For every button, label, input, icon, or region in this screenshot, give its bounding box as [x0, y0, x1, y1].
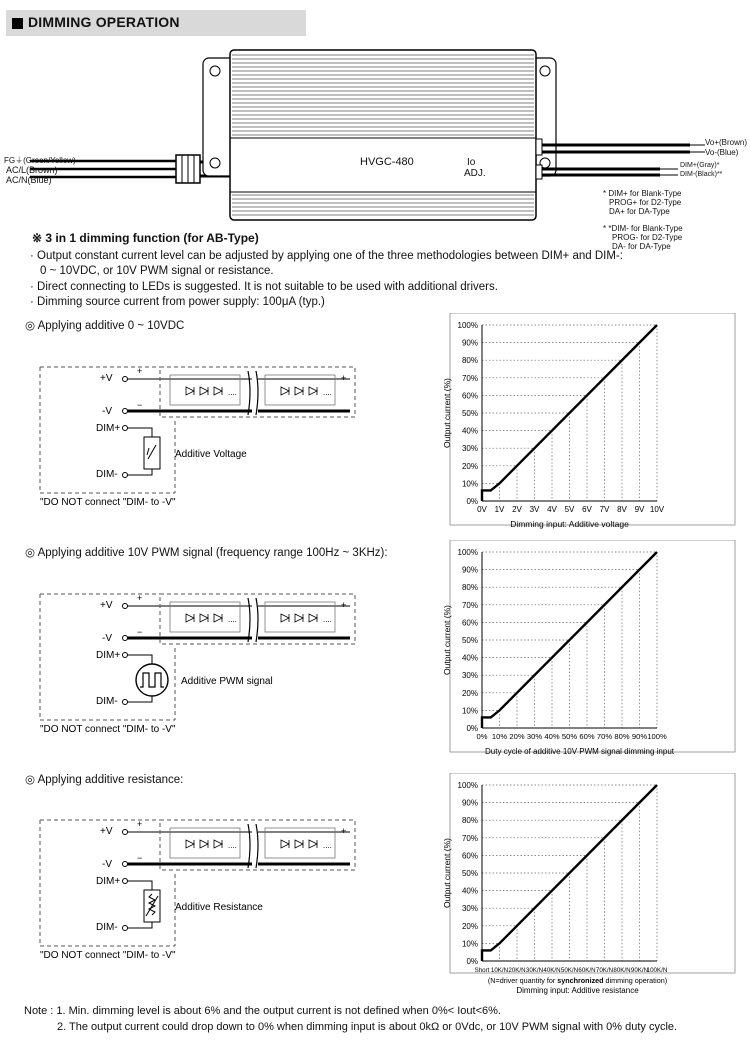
y-tick-label: 20%: [461, 461, 478, 471]
x-tick-label: 30K/N: [525, 967, 544, 974]
dim-plus-label: DIM+: [96, 650, 121, 661]
led-diode-icon: [309, 840, 317, 848]
led-diode-icon: [281, 840, 289, 848]
x-tick-label: 60K/N: [578, 967, 596, 974]
x-tick-label: 1V: [494, 505, 505, 514]
minus-sign: −: [137, 853, 143, 863]
x-tick-label: 7V: [599, 505, 610, 514]
ellipsis: ....: [228, 388, 237, 397]
x-tick-label: 8V: [617, 505, 627, 514]
x-tick-label: 50%: [561, 732, 578, 741]
section-pwm-title: ◎ Applying additive 10V PWM signal (frequency range 100Hz ~ 3KHz):: [25, 547, 388, 559]
io-adj-label-2: ADJ.: [464, 168, 486, 179]
y-tick-label: 80%: [461, 583, 478, 593]
led-diode-icon: [309, 614, 317, 622]
x-tick-label: 20%: [509, 732, 525, 741]
note-line-1: Note : 1. Min. dimming level is about 6% and the output current is not defined when 0%< Iout<6%.: [24, 1005, 501, 1017]
io-adj-label-1: Io: [467, 157, 476, 168]
footnote-da-plus: DA+ for DA-Type: [609, 207, 670, 216]
led-diode-icon: [186, 840, 194, 848]
y-tick-label: 30%: [461, 904, 478, 914]
y-tick-label: 90%: [461, 338, 478, 348]
dim-minus-label: DIM-: [96, 469, 118, 480]
x-tick-label: 0V: [477, 505, 487, 514]
footnote-prog-plus: PROG+ for D2-Type: [609, 198, 682, 207]
wire-label-acn: AC/N(Blue): [6, 175, 52, 185]
y-tick-label: 50%: [461, 636, 478, 645]
minus-sign: −: [341, 634, 347, 644]
x-tick-label: 80K/N: [613, 967, 631, 974]
y-tick-label: 80%: [461, 816, 478, 826]
warning-text: "DO NOT connect "DIM- to -V": [40, 950, 176, 958]
x-tick-label: 50K/N: [560, 967, 579, 974]
intro-bullet-text: Dimming source current from power supply: 100μA (typ.): [37, 296, 325, 308]
y-tick-label: 30%: [461, 444, 478, 454]
plus-sign: +: [341, 373, 347, 383]
dim-plus-label: DIM+: [96, 423, 121, 434]
y-tick-label: 50%: [461, 409, 478, 418]
footnote-da-minus: DA- for DA-Type: [612, 242, 671, 251]
x-tick-label: 0%: [476, 732, 488, 741]
ellipsis: ....: [323, 615, 332, 624]
x-axis-label: Dimming input: Additive voltage: [510, 519, 629, 529]
pwm-source-icon: [136, 664, 168, 696]
dimming-circuit: [0, 592, 360, 732]
intro-bullet: · Output constant current level can be adjusted by applying one of the three methodologies between DIM+ and DIM-:: [30, 250, 623, 262]
x-tick-label: 70K/N: [595, 967, 614, 974]
led-diode-icon: [186, 614, 194, 622]
footnote-prog-minus: PROG- for D2-Type: [612, 233, 683, 242]
ellipsis: ....: [228, 615, 237, 624]
y-tick-label: 40%: [461, 653, 478, 663]
y-tick-label: 90%: [461, 798, 478, 808]
footnote-dim-plus: * DIM+ for Blank-Type: [603, 189, 682, 198]
x-axis-label: Dimming input: Additive resistance: [516, 986, 639, 995]
warning-text: "DO NOT connect "DIM- to -V": [40, 497, 176, 505]
intro-bullet: · Direct connecting to LEDs is suggested. It is not suitable to be used with additional drivers.: [30, 281, 498, 293]
minus-sign: −: [137, 627, 143, 637]
ellipsis: ....: [323, 841, 332, 850]
y-tick-label: 60%: [461, 851, 478, 861]
plus-v-label: +V: [100, 600, 113, 611]
plus-sign: +: [137, 819, 143, 829]
x-tick-label: 10K/N: [490, 967, 509, 974]
warning-text: "DO NOT connect "DIM- to -V": [40, 724, 176, 732]
x-tick-label: 70%: [596, 732, 613, 741]
minus-sign: −: [137, 400, 143, 410]
output-current-line: [482, 552, 657, 728]
x-tick-label: 60%: [579, 732, 595, 741]
black-square-icon: [12, 18, 23, 29]
x-tick-label: 3V: [529, 505, 540, 514]
y-tick-label: 40%: [461, 426, 478, 436]
x-axis-label: Duty cycle of additive 10V PWM signal dimming input: [485, 747, 674, 756]
intro-bullet-cont: 0 ~ 10VDC, or 10V PWM signal or resistance.: [40, 265, 274, 277]
intro-bullet-text: Output constant current level can be adjusted by applying one of the three methodologies between DIM+ and DIM-:: [37, 250, 623, 262]
y-tick-label: 40%: [461, 886, 478, 896]
led-diode-icon: [295, 614, 303, 622]
y-tick-label: 20%: [461, 921, 478, 931]
minus-v-label: -V: [102, 859, 112, 870]
dim-minus-label: DIM-: [96, 922, 118, 933]
x-tick-label: 90%: [631, 732, 648, 741]
output-current-line: [482, 785, 657, 961]
dimming-element-label: Additive Voltage: [175, 449, 247, 460]
section-voltage-title: ◎ Applying additive 0 ~ 10VDC: [25, 320, 185, 332]
led-diode-icon: [200, 614, 208, 622]
plus-v-label: +V: [100, 826, 113, 837]
y-tick-label: 10%: [461, 479, 478, 489]
output-current-chart: [430, 540, 740, 780]
x-tick-label: 5V: [564, 505, 575, 514]
section-header: [6, 10, 306, 36]
section-resistance-title: ◎ Applying additive resistance:: [25, 774, 184, 786]
y-tick-label: 80%: [461, 356, 478, 366]
y-tick-label: 100%: [457, 321, 478, 330]
x-tick-label: 4V: [547, 505, 557, 514]
x-tick-label: 90K/N: [630, 967, 649, 974]
plus-sign: +: [341, 826, 347, 836]
y-tick-label: 70%: [461, 373, 478, 383]
y-axis-label: Output current (%): [442, 378, 452, 448]
y-tick-label: 0%: [466, 497, 478, 506]
led-diode-icon: [200, 387, 208, 395]
note-line-2: 2. The output current could drop down to 0% when dimming input is about 0kΩ or 0Vdc, or 10V PWM signal with 0% duty cycle.: [57, 1021, 678, 1033]
wire-label-fg: FG⏚(Green/Yellow): [4, 156, 76, 165]
dimming-circuit: [0, 365, 360, 505]
x-tick-label: 9V: [634, 505, 645, 514]
y-axis-label: Output current (%): [442, 838, 452, 908]
plus-v-label: +V: [100, 373, 113, 384]
dimming-circuit: [0, 818, 360, 958]
led-diode-icon: [214, 387, 222, 395]
x-tick-label: 100K/N: [646, 967, 668, 974]
plus-sign: +: [137, 593, 143, 603]
y-tick-label: 10%: [461, 939, 478, 949]
x-tick-label: 80%: [614, 732, 630, 741]
y-tick-label: 70%: [461, 833, 478, 843]
minus-v-label: -V: [102, 633, 112, 644]
led-diode-icon: [295, 387, 303, 395]
y-tick-label: 30%: [461, 671, 478, 681]
y-tick-label: 0%: [466, 724, 478, 733]
x-tick-label: 10V: [649, 505, 665, 514]
led-diode-icon: [214, 840, 222, 848]
y-tick-label: 0%: [466, 957, 478, 966]
led-diode-icon: [309, 387, 317, 395]
dim-plus-label: DIM+: [96, 876, 121, 887]
dimming-element-label: Additive Resistance: [175, 902, 263, 913]
y-tick-label: 20%: [461, 688, 478, 698]
led-diode-icon: [295, 840, 303, 848]
intro-bullet: · Dimming source current from power supply: 100μA (typ.): [30, 296, 325, 308]
footnote-dim-minus: * *DIM- for Blank-Type: [603, 224, 683, 233]
wire-label-vo-plus: Vo+(Brown): [705, 138, 748, 147]
minus-sign: −: [341, 860, 347, 870]
output-current-chart: [430, 313, 740, 553]
wire-label-vo-minus: Vo-(Blue): [705, 148, 739, 157]
output-current-line: [482, 325, 657, 501]
x-tick-label: 10%: [491, 732, 508, 741]
x-tick-label: 100%: [647, 732, 667, 741]
y-tick-label: 60%: [461, 391, 478, 401]
x-tick-label: 6V: [582, 505, 592, 514]
y-tick-label: 50%: [461, 869, 478, 878]
output-current-chart: [430, 773, 740, 1013]
dimming-element-label: Additive PWM signal: [181, 676, 273, 687]
wire-label-acl: AC/L(Brown): [6, 165, 58, 175]
x-tick-label: 40K/N: [543, 967, 561, 974]
plus-sign: +: [341, 600, 347, 610]
y-tick-label: 60%: [461, 618, 478, 628]
led-diode-icon: [200, 840, 208, 848]
x-tick-label: 20K/N: [508, 967, 526, 974]
led-diode-icon: [281, 614, 289, 622]
y-tick-label: 100%: [457, 781, 478, 790]
intro-title: ※ 3 in 1 dimming function (for AB-Type): [32, 231, 259, 245]
intro-bullet-text: Direct connecting to LEDs is suggested. It is not suitable to be used with additional drivers.: [37, 281, 498, 293]
model-label: HVGC-480: [360, 156, 414, 168]
minus-v-label: -V: [102, 406, 112, 417]
wire-label-dim-plus: DIM+(Gray)*: [680, 162, 720, 169]
ellipsis: ....: [323, 388, 332, 397]
plus-sign: +: [137, 366, 143, 376]
led-diode-icon: [214, 614, 222, 622]
y-axis-label: Output current (%): [442, 605, 452, 675]
x-tick-label: 40%: [544, 732, 560, 741]
y-tick-label: 90%: [461, 565, 478, 575]
led-diode-icon: [281, 387, 289, 395]
ellipsis: ....: [228, 841, 237, 850]
led-diode-icon: [186, 387, 194, 395]
x-tick-label: 30%: [526, 732, 543, 741]
x-axis-note: (N=driver quantity for synchronized dimming operation): [487, 976, 668, 985]
dim-minus-label: DIM-: [96, 696, 118, 707]
minus-sign: −: [341, 407, 347, 417]
section-title: DIMMING OPERATION: [28, 14, 180, 30]
y-tick-label: 70%: [461, 600, 478, 610]
y-tick-label: 10%: [461, 706, 478, 716]
y-tick-label: 100%: [457, 548, 478, 557]
wire-label-dim-minus: DIM-(Black)**: [680, 171, 723, 178]
x-tick-label: Short: [474, 967, 490, 974]
x-tick-label: 2V: [512, 505, 522, 514]
